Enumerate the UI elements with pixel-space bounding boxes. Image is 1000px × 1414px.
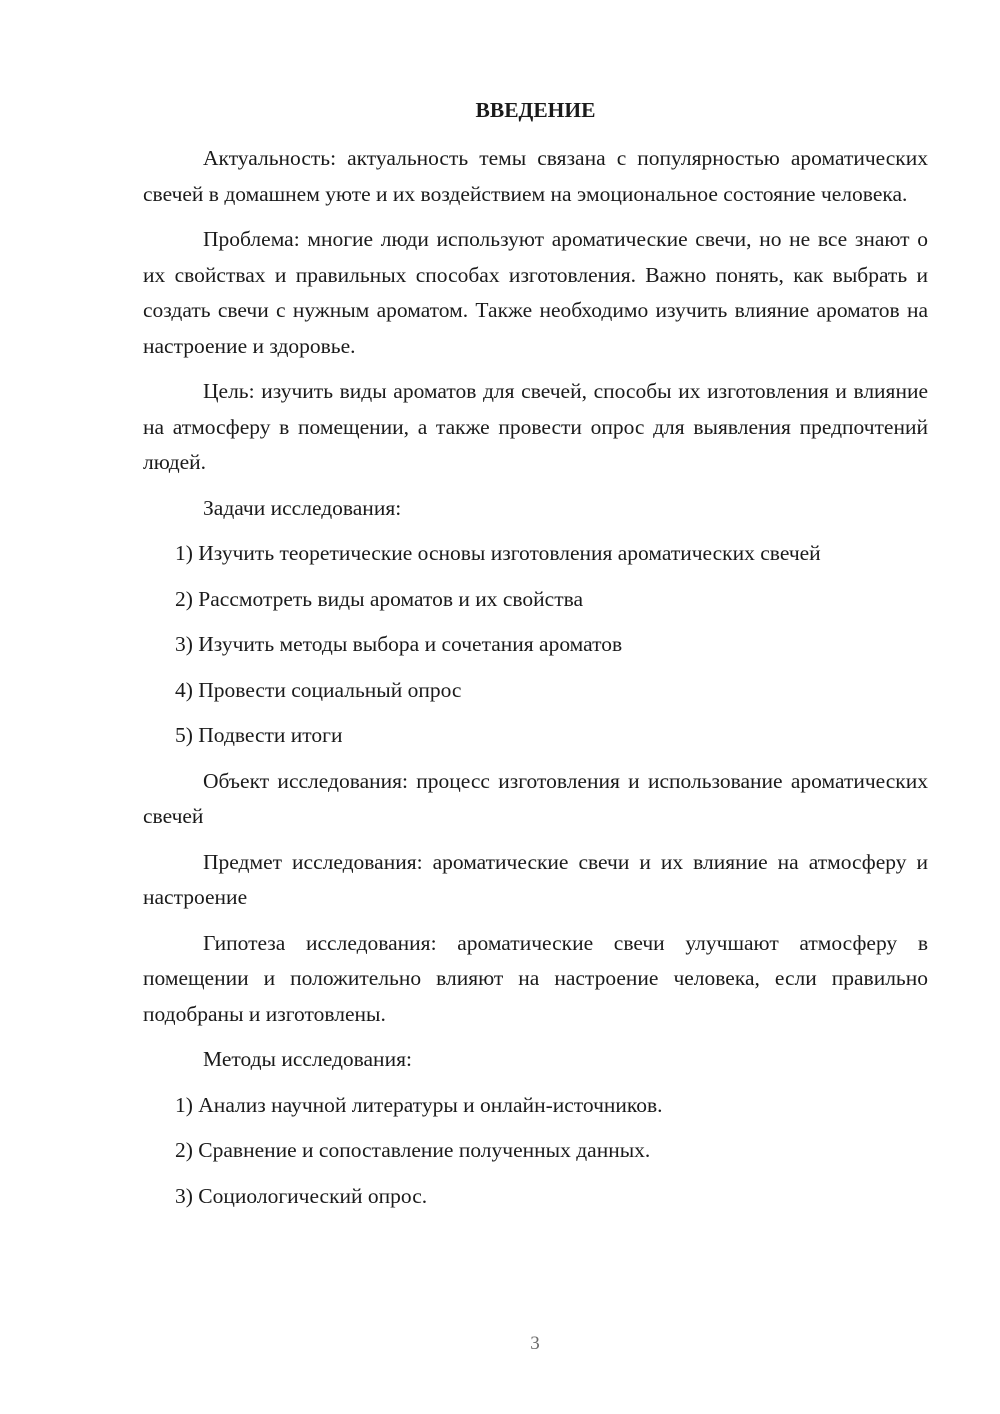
methods-list (143, 1088, 928, 1215)
list-item: 2) Сравнение и сопоставление полученных данных. (175, 1138, 651, 1162)
page-title: ВВЕДЕНИЕ (475, 98, 596, 122)
paragraph-object: Объект исследования: процесс изготовления и использование ароматических свечей (143, 768, 928, 828)
list-item: 4) Провести социальный опрос (175, 677, 462, 702)
paragraph-hypothesis: Гипотеза исследования: ароматические свечи улучшают атмосферу в помещении и положительно влияют на настроение человека, если правильно подобраны и изготовлены. (143, 930, 928, 1026)
paragraph-goal: Цель: изучить виды ароматов для свечей, способы их изготовления и влияние на атмосферу в помещении, а также провести опрос для выявления предпочтений людей. (143, 379, 928, 474)
list-item: 5) Подвести итоги (175, 723, 343, 747)
list-item: 3) Социологический опрос. (175, 1183, 428, 1208)
paragraph-subject: Предмет исследования: ароматические свечи и их влияние на атмосферу и настроение (143, 849, 928, 909)
list-item: 1) Анализ научной литературы и онлайн-источников. (175, 1092, 663, 1117)
paragraph-problem: Проблема: многие люди используют ароматические свечи, но не все знают о их свойствах и правильных способах изготовления. Важно понять, как выбрать и создать свечи с нужным ароматом. Также необходимо изучить влияние ароматов на настроение и здоровье. (143, 227, 928, 358)
page-number: 3 (530, 1333, 540, 1354)
tasks-list (143, 536, 928, 754)
page-content (143, 93, 928, 1224)
list-item: 1) Изучить теоретические основы изготовления ароматических свечей (175, 541, 821, 565)
list-item: 3) Изучить методы выбора и сочетания ароматов (175, 632, 623, 656)
list-item: 2) Рассмотреть виды ароматов и их свойства (175, 586, 584, 611)
methods-heading: Методы исследования: (203, 1047, 412, 1071)
paragraph-relevance: Актуальность: актуальность темы связана с популярностью ароматических свечей в домашнем уюте и их воздействием на эмоциональное состояние человека. (143, 146, 928, 206)
tasks-heading: Задачи исследования: (203, 495, 402, 520)
